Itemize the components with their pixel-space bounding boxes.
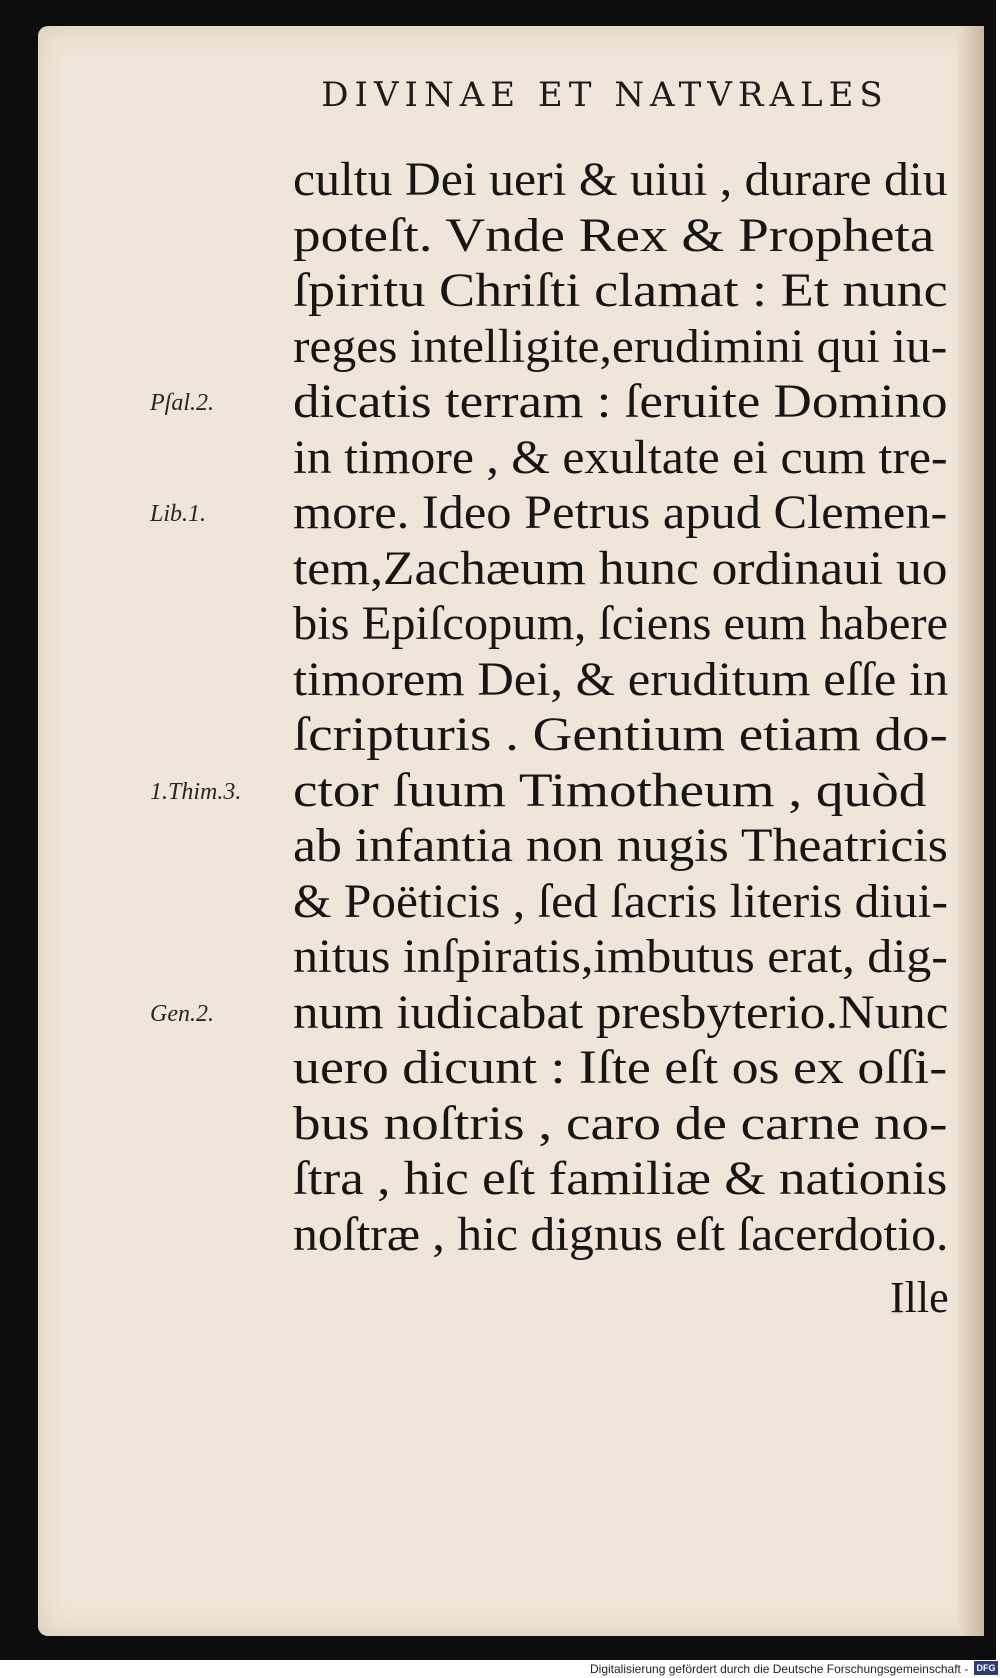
text-line: reges intelligite,erudimini qui iu- xyxy=(293,319,948,373)
dfg-logo: DFG xyxy=(974,1661,998,1675)
text-line: ſpiritu Chriſti clamat : Et nunc xyxy=(293,264,948,317)
margin-note: Gen.2. xyxy=(150,1000,214,1027)
text-line: timorem Dei, & eruditum eſſe in xyxy=(293,652,949,706)
text-line: in timore , & exultate ei cum tre- xyxy=(293,430,948,484)
text-line: num iudicabat presbyterio.Nunc xyxy=(293,985,949,1039)
text-line: ab infantia non nugis Theatricis xyxy=(293,819,948,872)
running-header: DIVINAE ET NATVRALES xyxy=(321,75,889,115)
text-line: poteſt. Vnde Rex & Propheta xyxy=(293,208,935,262)
text-line: bis Epiſcopum, ſciens eum habere xyxy=(293,597,948,650)
text-line: ſcripturis . Gentium etiam do- xyxy=(293,708,948,761)
text-line: cultu Dei ueri & uiui , durare diu xyxy=(293,153,948,206)
page-gutter xyxy=(958,26,984,1636)
margin-note: Lib.1. xyxy=(150,501,207,527)
text-line: nitus inſpiratis,imbutus erat, dig- xyxy=(293,930,948,983)
text-line: tem,Zachæum hunc ordinaui uo xyxy=(293,541,948,595)
text-line: ſtra , hic eſt familiæ & nationis xyxy=(293,1152,948,1205)
margin-note: Pſal.2. xyxy=(150,390,214,416)
text-line: dicatis terram : ſeruite Domino xyxy=(293,375,948,428)
text-line: & Poëticis , ſed ſacris literis diui- xyxy=(293,874,948,928)
text-line: noſtræ , hic dignus eſt ſacerdotio. xyxy=(293,1207,949,1261)
catchword: Ille xyxy=(890,1273,949,1322)
text-line: bus noſtris , caro de carne no- xyxy=(293,1096,948,1150)
text-line: ctor ſuum Timotheum , quòd xyxy=(293,763,927,817)
text-line: more. Ideo Petrus apud Clemen- xyxy=(293,486,948,539)
margin-note: 1.Thim.3. xyxy=(150,778,242,805)
digitization-credit: Digitalisierung gefördert durch die Deutsche Forschungsgemeinschaft - xyxy=(590,1662,969,1676)
text-line: uero dicunt : Iſte eſt os ex oſſi- xyxy=(293,1041,948,1094)
